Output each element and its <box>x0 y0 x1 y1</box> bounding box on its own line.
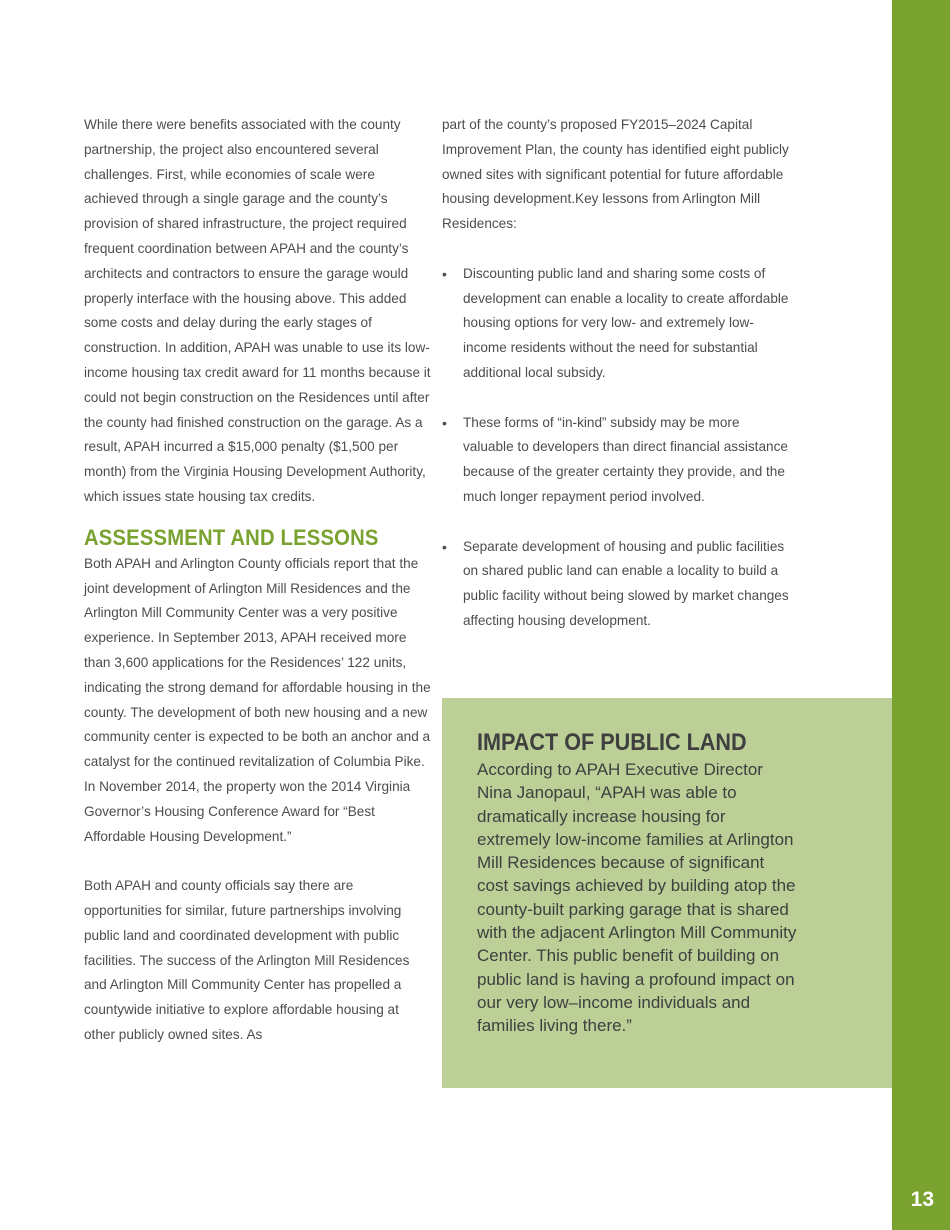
right-column <box>442 113 792 634</box>
bullet-icon: • <box>442 265 447 282</box>
list-item <box>442 535 792 634</box>
body-paragraph: Both APAH and county officials say there are opportunities for similar, future partnerships involving public land and coordinated development with public facilities. The success of the Arlington Mill Residences and Arlington Mill Community Center has propelled a countywide initiative to explore affordable housing at other publicly owned sites. As <box>84 878 410 1042</box>
lessons-list <box>442 262 792 634</box>
body-paragraph: part of the county’s proposed FY2015–2024 Capital Improvement Plan, the county has identified eight publicly owned sites with significant potential for future affordable housing development.Key lessons from Arlington Mill Residences: <box>442 117 789 232</box>
list-item <box>442 411 792 510</box>
section-heading: ASSESSMENT AND LESSONS <box>84 524 379 550</box>
page-number: 13 <box>910 1188 934 1211</box>
list-item <box>442 262 792 386</box>
impact-callout-box <box>442 698 892 1088</box>
left-column <box>84 113 432 1048</box>
body-paragraph: While there were benefits associated with the county partnership, the project also encountered several challenges. First, while economies of scale were achieved through a single garage and the county’s provision of shared infrastructure, the project required frequent coordination between APAH and the county’s architects and contractors to ensure the garage would properly interface with the housing above. This added some costs and delay during the early stages of construction. In addition, APAH was unable to use its low-income housing tax credit award for 11 months because it could not begin construction on the Residences until after the county had finished construction on the garage. As a result, APAH incurred a $15,000 penalty ($1,500 per month) from the Virginia Housing Development Authority, which issues state housing tax credits. <box>84 117 431 504</box>
callout-quote: According to APAH Executive Director Nina Janopaul, “APAH was able to dramatically increase housing for extremely low-income families at Arlington Mill Residences because of significant cost savings achieved by building atop the county-built parking garage that is shared with the adjacent Arlington Mill Community Center. This public benefit of building on public land is having a profound impact on our very low–income individuals and families living there.” <box>477 760 797 1036</box>
bullet-icon: • <box>442 538 447 555</box>
green-side-bar <box>892 0 950 1230</box>
list-item-text: These forms of “in-kind” subsidy may be more valuable to developers than direct financial assistance because of the greater certainty they provide, and the much longer repayment period involved. <box>463 414 788 504</box>
body-paragraph: Both APAH and Arlington County officials report that the joint development of Arlington Mill Residences and the Arlington Mill Community Center was a very positive experience. In September 2013, APAH received more than 3,600 applications for the Residences’ 122 units, indicating the strong demand for affordable housing in the county. The development of both new housing and a new community center is expected to be both an anchor and a catalyst for the continued revitalization of Columbia Pike. In November 2014, the property won the 2014 Virginia Governor’s Housing Conference Award for “Best Affordable Housing Development.” <box>84 555 431 844</box>
list-item-text: Separate development of housing and public facilities on shared public land can enable a locality to build a public facility without being slowed by market changes affecting housing development. <box>463 538 789 628</box>
list-item-text: Discounting public land and sharing some costs of development can enable a locality to create affordable housing options for very low- and extremely low-income residents without the need for substantial additional local subsidy. <box>463 265 789 380</box>
callout-title: IMPACT OF PUBLIC LAND <box>477 729 747 756</box>
impact-callout-content <box>477 728 797 1038</box>
bullet-icon: • <box>442 414 447 431</box>
